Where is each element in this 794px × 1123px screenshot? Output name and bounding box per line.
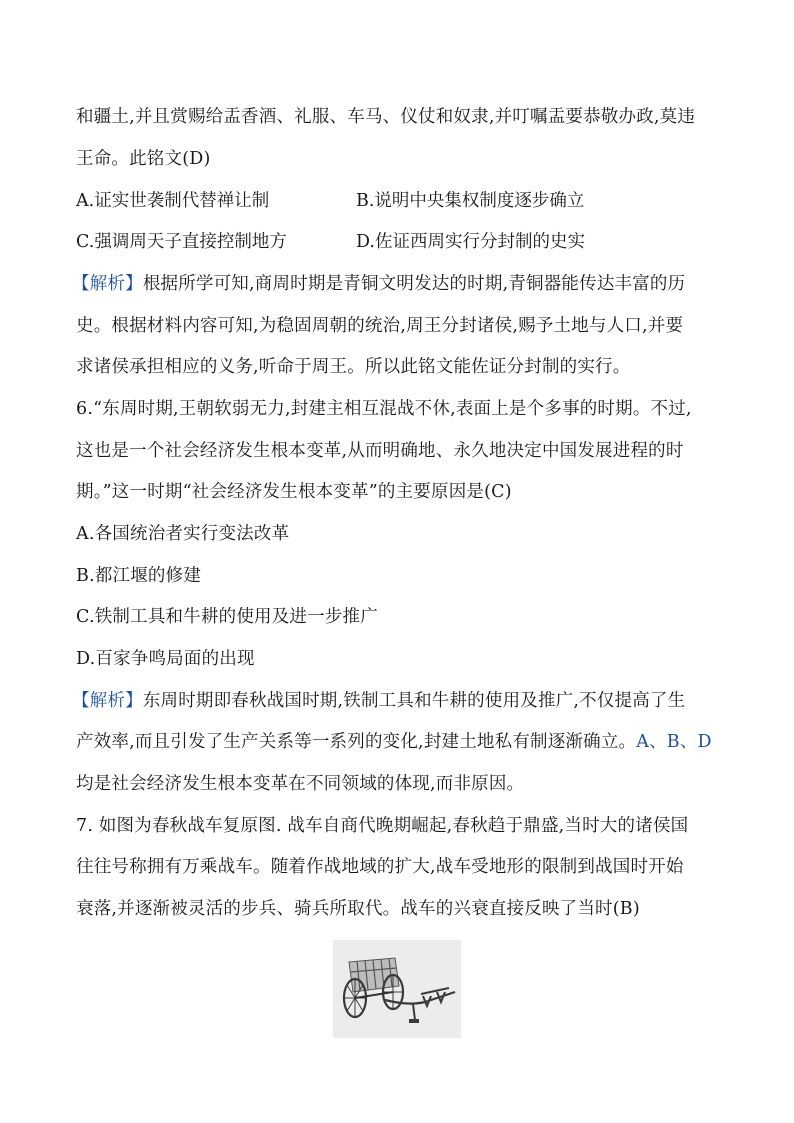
q7-stem-line-3: 衰落,并逐渐被灵活的步兵、骑兵所取代。战车的兴衰直接反映了当时(B): [76, 899, 640, 919]
q6-analysis-options-ref: A、B、D: [636, 732, 712, 752]
q6-analysis-line-1: [72, 689, 685, 713]
q5-option-b: B.说明中央集权制度逐步确立: [356, 191, 585, 211]
q7-stem-line-2: 往往号称拥有万乘战车。随着作战地域的扩大,战车受地形的限制到战国时开始: [76, 857, 684, 877]
q5-option-c: C.强调周天子直接控制地方: [76, 232, 287, 252]
q6-analysis-line-3: 均是社会经济发生根本变革在不同领域的体现,而非原因。: [76, 774, 525, 794]
q5-analysis-line-1: [72, 272, 685, 296]
q5-options-row-2: [76, 230, 585, 254]
q6-option-b: B.都江堰的修建: [76, 566, 202, 586]
q5-options-row-1: [76, 189, 584, 213]
q6-analysis-text-2: 产效率,而且引发了生产关系等一系列的变化,封建土地私有制逐渐确立。: [76, 732, 637, 752]
q5-option-a: A.证实世袭制代替禅让制: [76, 191, 270, 211]
q5-analysis-line-3: 求诸侯承担相应的义务,听命于周王。所以此铭文能佐证分封制的实行。: [76, 357, 631, 377]
q6-stem-line-3: 期。”这一时期“社会经济发生根本变革”的主要原因是(C): [76, 482, 512, 502]
chariot-figure: [333, 940, 461, 1038]
q6-stem-line-1: 6.“东周时期,王朝软弱无力,封建主相互混战不休,表面上是个多事的时期。不过,: [76, 399, 692, 419]
chariot-illustration: [333, 940, 461, 1038]
q6-option-d: D.百家争鸣局面的出现: [76, 649, 255, 669]
q7-stem-line-1: 7. 如图为春秋战车复原图. 战车自商代晚期崛起,春秋趋于鼎盛,当时大的诸侯国: [76, 816, 689, 836]
q6-option-a: A.各国统治者实行变法改革: [76, 524, 290, 544]
q5-analysis-text-1: 根据所学可知,商周时期是青铜文明发达的时期,青铜器能传达丰富的历: [142, 274, 686, 294]
q6-stem-line-2: 这也是一个社会经济发生根本变革,从而明确地、永久地决定中国发展进程的时: [76, 441, 684, 461]
q6-analysis-text-1: 东周时期即春秋战国时期,铁制工具和牛耕的使用及推广,不仅提高了生: [142, 691, 686, 711]
q5-analysis-line-2: 史。根据材料内容可知,为稳固周朝的统治,周王分封诸侯,赐予土地与人口,并要: [76, 316, 684, 336]
q6-analysis-tag: 【解析】: [72, 691, 143, 711]
q5-stem-line-2: 王命。此铭文(D): [76, 149, 211, 169]
q5-option-d: D.佐证西周实行分封制的史实: [356, 232, 585, 252]
q6-option-c: C.铁制工具和牛耕的使用及进一步推广: [76, 607, 378, 627]
q5-analysis-tag: 【解析】: [72, 274, 143, 294]
q6-analysis-line-2: [76, 730, 712, 754]
q5-stem-line-1: 和疆土,并且赏赐给盂香酒、礼服、车马、仪仗和奴隶,并叮嘱盂要恭敬办政,莫违: [76, 107, 696, 127]
